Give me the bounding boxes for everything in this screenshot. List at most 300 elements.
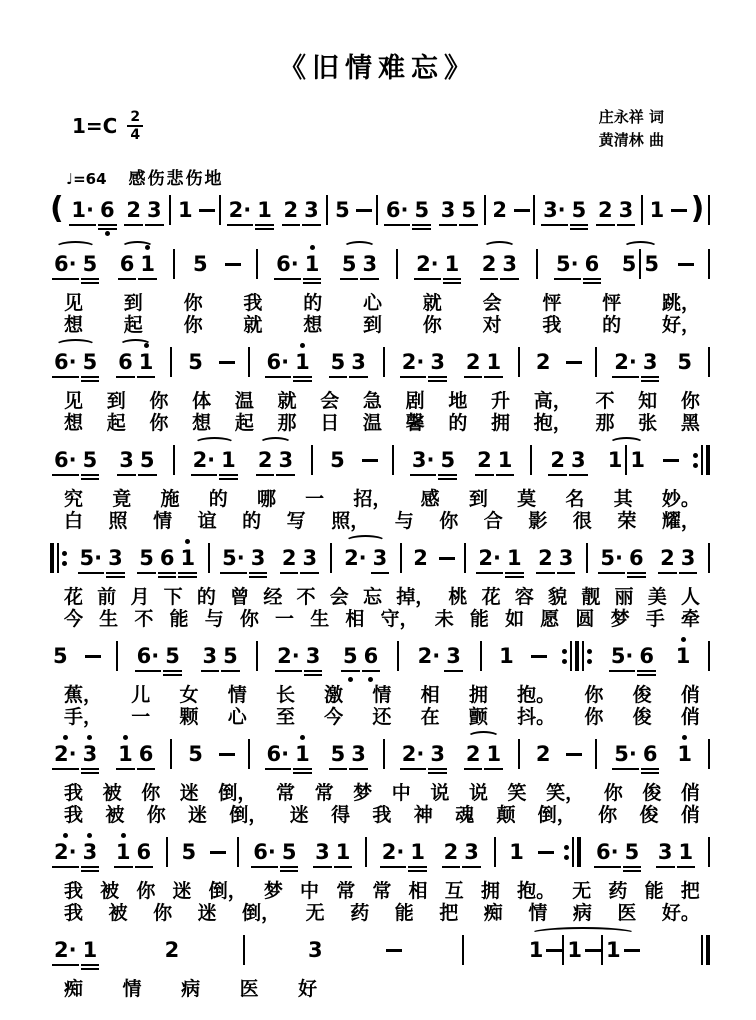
note xyxy=(158,536,177,586)
duration-underline xyxy=(81,866,100,868)
octave-dot-below-slot xyxy=(443,285,462,292)
lyric-syllable: 相 xyxy=(408,880,428,902)
note xyxy=(641,732,660,782)
note xyxy=(609,634,636,684)
note xyxy=(384,188,411,238)
duration-underline xyxy=(428,380,447,382)
note-underlines xyxy=(249,570,268,579)
note-number: 6 xyxy=(138,742,154,766)
octave-dot-below-slot xyxy=(534,383,553,390)
note-number: 6· xyxy=(385,198,409,222)
note-underlines xyxy=(554,276,581,285)
lyric-syllable: 俏 xyxy=(680,782,700,804)
octave-dot-below-slot xyxy=(117,481,136,488)
octave-dot-below-slot xyxy=(464,383,483,390)
octave-dot-below-slot xyxy=(642,285,661,292)
lyric-syllable: 其 xyxy=(613,488,633,510)
lyric-syllable: 倒， xyxy=(218,782,257,804)
beam-group xyxy=(51,438,100,488)
note xyxy=(371,536,390,586)
lyric-syllable: 笑， xyxy=(546,782,585,804)
note-number: 3 xyxy=(642,350,658,374)
duration-underline xyxy=(496,474,515,476)
note-underlines xyxy=(116,766,135,775)
note-underlines xyxy=(78,570,105,579)
beam-group xyxy=(279,536,320,586)
barline xyxy=(518,347,520,377)
note-underlines xyxy=(384,222,411,231)
lyric-syllable: 至 xyxy=(275,706,295,728)
lyric-syllable: 相 xyxy=(420,684,440,706)
note-underlines xyxy=(349,766,368,775)
duration-underline xyxy=(443,282,462,284)
lyric-syllable: 好 xyxy=(298,978,318,1000)
beam-group xyxy=(657,536,698,586)
lyric-syllable: 在 xyxy=(420,706,440,728)
note xyxy=(163,928,182,978)
notation-row xyxy=(50,928,710,978)
lyric-syllable: 到 xyxy=(123,292,143,314)
note-number: 5 xyxy=(82,448,98,472)
octave-dot-below-slot xyxy=(380,873,407,880)
barline xyxy=(708,837,710,867)
note xyxy=(637,634,656,684)
octave-dot-below-slot xyxy=(475,481,494,488)
duration-underline xyxy=(52,376,79,378)
system-9 xyxy=(50,928,710,1000)
duration-dash xyxy=(219,753,235,756)
note-underlines xyxy=(360,276,379,285)
lyric-syllable: 白 xyxy=(64,510,84,532)
beam-group xyxy=(68,188,117,238)
note-underlines xyxy=(675,374,694,383)
barline xyxy=(625,445,627,475)
octave-dot-below-slot xyxy=(186,775,205,782)
lyric-syllable: 蕉， xyxy=(64,684,103,706)
octave-dot-below-slot xyxy=(69,231,96,238)
note xyxy=(536,536,555,586)
note-number: 1 xyxy=(649,198,665,222)
duration-underline xyxy=(249,572,268,574)
barline xyxy=(169,195,171,225)
note-underlines xyxy=(81,962,100,971)
note-underlines xyxy=(475,472,494,481)
lyric-syllable: 那 xyxy=(595,412,615,434)
note-underlines xyxy=(444,668,463,677)
octave-dot-below-slot xyxy=(280,873,299,880)
note xyxy=(362,634,381,684)
lyric-syllable: 痴 xyxy=(483,902,503,924)
octave-dot-below-slot xyxy=(400,383,427,390)
note-number: 3 xyxy=(305,644,321,668)
lyric-syllable: 常 xyxy=(275,782,295,804)
note xyxy=(81,928,100,978)
octave-dot-below-slot xyxy=(534,775,553,782)
barline xyxy=(248,347,250,377)
note xyxy=(186,340,205,390)
note xyxy=(507,830,526,880)
lyric-syllable: 好。 xyxy=(661,902,700,924)
barline xyxy=(219,195,221,225)
note-underlines xyxy=(52,374,79,383)
note-underlines xyxy=(227,222,254,231)
lyric-syllable: 谊 xyxy=(197,510,217,532)
barline xyxy=(396,249,398,279)
duration-dash xyxy=(663,459,679,462)
lyric-syllable: 俏 xyxy=(680,706,700,728)
note-number: 5 xyxy=(181,840,197,864)
note xyxy=(604,928,623,978)
note xyxy=(475,438,494,488)
lyric-syllable: 俊 xyxy=(632,706,652,728)
lyric-syllable: 迷 xyxy=(179,782,199,804)
lyric-syllable: 我 xyxy=(64,782,84,804)
duration-dash xyxy=(356,209,372,212)
octave-dot-below-slot xyxy=(627,579,646,586)
note xyxy=(313,830,332,880)
note-number: 2 xyxy=(535,742,551,766)
note-underlines xyxy=(371,570,390,579)
note-underlines xyxy=(302,222,321,231)
note-number: 6· xyxy=(276,252,299,276)
note-underlines xyxy=(565,962,584,971)
note-underlines xyxy=(81,472,100,481)
octave-dot-below-slot xyxy=(612,775,639,782)
octave-dot-below-slot xyxy=(52,383,79,390)
lyric-syllable: 忘 xyxy=(362,586,382,608)
octave-dot-below-slot xyxy=(411,579,430,586)
duration-underline xyxy=(641,768,660,770)
duration-underline xyxy=(304,670,323,672)
lyric-syllable: 你 xyxy=(146,804,166,826)
duration-underline xyxy=(623,870,642,872)
high-octave-dot-icon xyxy=(300,735,305,740)
duration-underline xyxy=(428,772,447,774)
duration-underline xyxy=(438,478,457,480)
note-number: 6 xyxy=(628,546,644,570)
system-1 xyxy=(50,188,710,238)
note-number: 5 xyxy=(461,198,476,222)
note xyxy=(641,340,660,390)
note-number: 5 xyxy=(188,742,203,766)
note-number: 1 xyxy=(138,350,154,374)
lyric-syllable: 你 xyxy=(439,510,459,532)
note xyxy=(117,438,136,488)
lyric-syllable: 荣 xyxy=(617,510,637,532)
note-underlines xyxy=(442,864,461,873)
octave-dot-below-slot xyxy=(282,231,301,238)
octave-dot-below-slot xyxy=(459,231,478,238)
lyric-syllable: 想 xyxy=(64,314,84,336)
octave-dot-below-slot xyxy=(313,873,332,880)
duration-underline xyxy=(340,278,359,280)
note-underlines xyxy=(329,374,348,383)
lyric-syllable: 招， xyxy=(353,488,392,510)
duration-underline xyxy=(536,572,555,574)
lyric-syllable: 倒， xyxy=(208,880,247,902)
lyric-syllable: 情 xyxy=(122,978,142,1000)
lyric-syllable: 体 xyxy=(192,390,212,412)
note-number: 1· xyxy=(71,198,94,222)
note xyxy=(302,188,321,238)
lyric-syllable: 无 xyxy=(572,880,592,902)
note-underlines xyxy=(124,222,143,231)
beam-group xyxy=(535,536,576,586)
lyric-syllable: 究 xyxy=(64,488,84,510)
note-number: 1 xyxy=(177,198,193,222)
duration-underline xyxy=(612,376,639,378)
note-underlines xyxy=(145,222,164,231)
barline xyxy=(170,739,172,769)
duration-underline xyxy=(81,768,100,770)
note-number: 2 xyxy=(465,350,481,374)
lyric-syllable: 到 xyxy=(468,488,488,510)
note xyxy=(548,438,567,488)
repeat-dots xyxy=(587,641,592,671)
lyric-syllable: 耀， xyxy=(661,510,700,532)
duration-underline xyxy=(656,866,675,868)
lyric-syllable: 我 xyxy=(64,804,84,826)
note-number: 2· xyxy=(54,840,77,864)
note-number: 3 xyxy=(440,198,456,222)
note-number: 3 xyxy=(108,546,123,570)
lyric-syllable: 的 xyxy=(448,412,468,434)
note xyxy=(52,242,79,292)
lyric-syllable: 相 xyxy=(345,608,365,630)
lyric-syllable: 被 xyxy=(108,902,128,924)
beam-group xyxy=(51,732,100,782)
note xyxy=(410,438,437,488)
note-number: 1 xyxy=(486,350,502,374)
note-underlines xyxy=(52,864,79,873)
octave-dot-below-slot xyxy=(527,971,546,978)
beam-group xyxy=(116,438,157,488)
octave-dot-below-slot xyxy=(484,383,503,390)
thick-barline xyxy=(706,935,710,965)
octave-dot-below-slot xyxy=(557,579,576,586)
duration-underline xyxy=(641,376,660,378)
note xyxy=(462,830,481,880)
lyric-syllable: 会 xyxy=(482,292,502,314)
lyric-syllable: 急 xyxy=(362,390,382,412)
thick-barline xyxy=(575,641,579,671)
lyric-syllable: 医 xyxy=(239,978,259,1000)
note-underlines xyxy=(484,766,503,775)
duration-underline xyxy=(106,576,125,578)
lyric-syllable: 曾 xyxy=(230,586,250,608)
thin-barline xyxy=(572,837,574,867)
lyric-syllable: 你 xyxy=(183,292,203,314)
note-underlines xyxy=(443,276,462,285)
lyric-syllable: 倒， xyxy=(242,902,281,924)
duration-dash xyxy=(362,459,378,462)
note-number: 5· xyxy=(79,546,103,570)
duration-underline xyxy=(52,866,79,868)
note-number: 1 xyxy=(295,742,310,766)
note-underlines xyxy=(333,222,352,231)
duration-underline xyxy=(78,572,105,574)
page-title: 《旧情难忘》 xyxy=(279,53,477,84)
barline xyxy=(256,249,258,279)
lyric-syllable: 张 xyxy=(638,412,658,434)
note-number: 2· xyxy=(417,644,441,668)
octave-dot-below-slot xyxy=(384,231,411,238)
octave-dot-below-slot xyxy=(541,231,568,238)
note xyxy=(428,732,447,782)
lyric-syllable: 丽 xyxy=(614,586,634,608)
duration-underline xyxy=(280,866,299,868)
note xyxy=(265,340,292,390)
note-number: 3 xyxy=(307,938,323,962)
note-number: 5 xyxy=(330,742,346,766)
lyric-syllable: 温 xyxy=(362,412,382,434)
note-underlines xyxy=(255,222,274,231)
lyric-syllable: 我 xyxy=(243,292,263,314)
lyric-syllable: 如 xyxy=(505,608,525,630)
duration-underline xyxy=(362,670,381,672)
note xyxy=(679,536,698,586)
thick-barline xyxy=(706,445,710,475)
octave-dot-below-slot xyxy=(679,579,698,586)
note xyxy=(227,188,254,238)
duration-underline xyxy=(219,478,238,480)
note-number: 3 xyxy=(502,252,518,276)
duration-underline xyxy=(412,228,431,230)
note-underlines xyxy=(138,472,157,481)
note xyxy=(342,536,369,586)
lyric-syllable: 病 xyxy=(572,902,592,924)
octave-dot-below-slot xyxy=(124,231,143,238)
note xyxy=(541,188,568,238)
lyric-syllable: 生 xyxy=(99,608,119,630)
octave-dot-below-slot xyxy=(362,677,381,684)
octave-dot-below-slot xyxy=(256,481,275,488)
lyric-syllable: 倒， xyxy=(537,804,576,826)
lyric-syllable: 日 xyxy=(320,412,340,434)
duration-underline xyxy=(116,768,135,770)
lyrics-row-verse-2 xyxy=(50,412,710,434)
duration-underline xyxy=(627,572,646,574)
note-number: 2 xyxy=(413,546,428,570)
duration-underline xyxy=(81,968,100,970)
repeat-dots xyxy=(693,445,698,475)
note-underlines xyxy=(178,570,197,579)
duration-underline xyxy=(114,866,133,868)
note xyxy=(617,188,636,238)
note-number: 1 xyxy=(509,840,524,864)
note-underlines xyxy=(648,222,667,231)
note-underlines xyxy=(400,766,427,775)
note-underlines xyxy=(480,276,499,285)
octave-dot-below-slot xyxy=(249,579,268,586)
beam-group xyxy=(379,830,428,880)
duration-underline xyxy=(135,670,162,672)
lyric-syllable: 中 xyxy=(300,880,320,902)
octave-dot-below-slot xyxy=(158,579,177,586)
lyric-syllable: 拥 xyxy=(491,412,511,434)
duration-underline xyxy=(303,282,322,284)
note-number: 1 xyxy=(607,448,623,472)
octave-dot-below-slot xyxy=(612,383,639,390)
high-octave-dot-icon xyxy=(87,735,92,740)
note-underlines xyxy=(484,374,503,383)
lyric-syllable: 梦 xyxy=(353,782,373,804)
note-underlines xyxy=(340,276,359,285)
low-octave-dot-icon xyxy=(368,677,373,682)
duration-dash xyxy=(531,655,547,658)
note-number: 3 xyxy=(82,840,98,864)
time-signature-denominator: 4 xyxy=(130,127,141,143)
duration-underline xyxy=(227,224,254,226)
system-7 xyxy=(50,732,710,826)
lyric-syllable: 施 xyxy=(160,488,180,510)
barline xyxy=(376,195,378,225)
note-underlines xyxy=(641,766,660,775)
beam-group xyxy=(611,340,660,390)
note-number: 6 xyxy=(584,252,600,276)
duration-dash xyxy=(386,949,402,952)
note-number: 1 xyxy=(304,252,320,276)
note xyxy=(329,340,348,390)
note-underlines xyxy=(674,668,693,677)
note-underlines xyxy=(191,472,218,481)
octave-dot-below-slot xyxy=(462,873,481,880)
note xyxy=(81,242,100,292)
octave-dot-below-slot xyxy=(360,285,379,292)
octave-dot-below-slot xyxy=(606,481,625,488)
lyric-syllable: 抱， xyxy=(533,412,572,434)
note xyxy=(570,188,589,238)
note-underlines xyxy=(341,668,360,677)
note-underlines xyxy=(606,472,625,481)
octave-dot-below-slot xyxy=(408,873,427,880)
note xyxy=(400,340,427,390)
lyric-syllable: 守， xyxy=(380,608,419,630)
duration-underline xyxy=(570,228,589,230)
duration-underline xyxy=(464,376,483,378)
duration-underline xyxy=(137,768,156,770)
note-underlines xyxy=(52,276,79,285)
lyric-syllable: 就 xyxy=(422,292,442,314)
note xyxy=(81,830,100,880)
octave-dot-below-slot xyxy=(410,481,437,488)
duration-underline xyxy=(679,572,698,574)
duration-underline xyxy=(81,376,100,378)
duration-underline xyxy=(412,224,431,226)
beam-group xyxy=(328,732,369,782)
octave-dot-below-slot xyxy=(598,579,625,586)
note xyxy=(52,928,79,978)
lyric-syllable: 高， xyxy=(533,390,572,412)
note xyxy=(221,634,240,684)
note xyxy=(163,634,182,684)
duration-dash xyxy=(225,263,241,266)
system-3 xyxy=(50,340,710,434)
lyric-syllable: 对 xyxy=(482,314,502,336)
note-underlines xyxy=(114,864,133,873)
bpm-value: =64 xyxy=(73,170,107,188)
repeat-dot-icon xyxy=(62,561,67,566)
octave-dot-below-slot xyxy=(583,285,602,292)
barline xyxy=(708,249,710,279)
note xyxy=(52,438,79,488)
barline xyxy=(708,195,710,225)
note-underlines xyxy=(656,864,675,873)
thin-barline xyxy=(570,641,572,671)
duration-dash xyxy=(566,361,582,364)
lyric-syllable: 被 xyxy=(102,782,122,804)
system-6 xyxy=(50,634,710,728)
